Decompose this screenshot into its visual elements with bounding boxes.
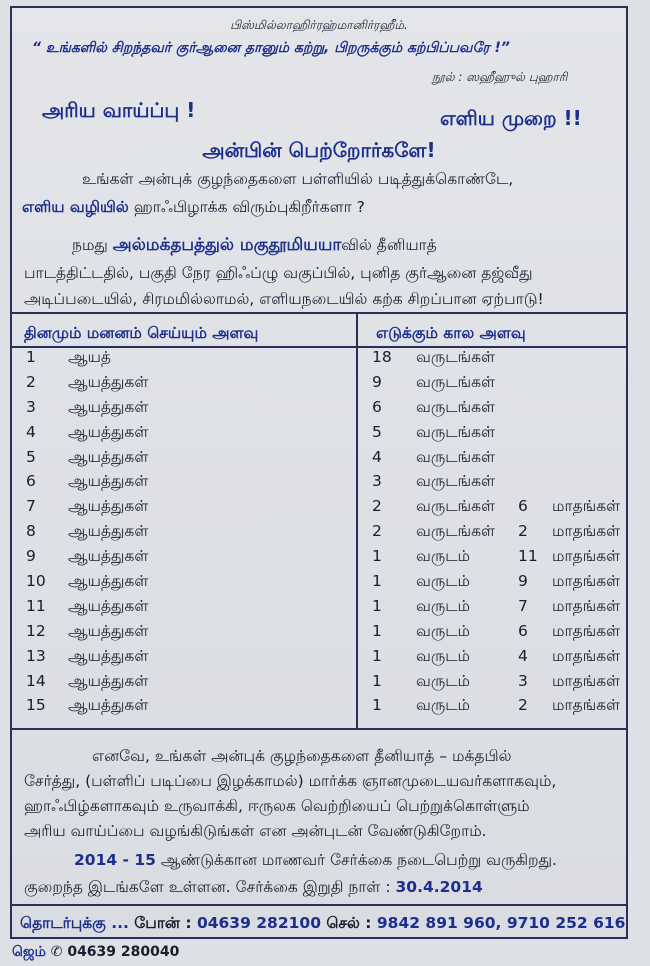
intro-line-3 <box>72 232 437 258</box>
table-row <box>12 398 626 423</box>
table-row <box>12 597 626 622</box>
years-label: வருடங்கள் <box>416 372 496 391</box>
years-label: வருடம் <box>416 596 471 615</box>
contact-line <box>20 914 625 934</box>
years-value: 2 <box>372 522 382 541</box>
table-row <box>12 348 626 373</box>
table-row <box>12 448 626 473</box>
ayat-unit: ஆயத்துகள் <box>68 547 149 566</box>
table-row <box>12 522 626 547</box>
years-value: 1 <box>372 646 382 665</box>
maktab-name: அல்மக்தபத்துல் மகுதூமியயா <box>112 235 342 255</box>
years-value: 1 <box>372 621 382 640</box>
years-label: வருடம் <box>416 671 471 690</box>
intro-line-1: உங்கள் அன்புக் குழந்தைகளை பள்ளியில் படித்துக்கொண்டே, <box>82 170 514 188</box>
months-label: மாதங்கள் <box>552 522 621 541</box>
months-label: மாதங்கள் <box>552 671 621 690</box>
months-label: மாதங்கள் <box>552 696 621 715</box>
table-row <box>12 373 626 398</box>
years-label: வருடங்கள் <box>416 497 496 516</box>
ayat-count: 14 <box>26 671 46 690</box>
ayat-unit: ஆயத்துகள் <box>68 497 149 516</box>
ayat-count: 4 <box>26 422 36 441</box>
admission-year: 2014 - 15 <box>74 851 156 869</box>
ayat-unit: ஆயத்துகள் <box>68 646 149 665</box>
ayat-unit: ஆயத்துகள் <box>68 572 149 591</box>
closing-line-3: ஹாஃபிழ்களாகவும் உருவாக்கி, ஈருலக வெற்றியைப் பெற்றுக்கொள்ளும் <box>24 797 530 815</box>
hadith-quote: “ உங்களில் சிறந்தவர் குர்ஆனை தானும் கற்று, பிறருக்கும் கற்பிப்பவரே !” <box>32 40 510 56</box>
years-label: வருடம் <box>416 572 471 591</box>
years-label: வருடம் <box>416 547 471 566</box>
hadith-source: நூல் : ஸஹீஹுல் புஹாரி <box>432 70 568 84</box>
years-label: வருடங்கள் <box>416 348 496 366</box>
intro-line-5: அடிப்படையில், சிரமமில்லாமல், எளியநடையில் கற்க சிறப்பான ஏற்பாடு! <box>24 290 544 308</box>
months-value: 9 <box>518 572 528 591</box>
ayat-unit: ஆயத்துகள் <box>68 671 149 690</box>
closing-line-1: எனவே, உங்கள் அன்புக் குழந்தைகளை தீனியாத் – மக்தபில் <box>92 747 512 765</box>
years-value: 1 <box>372 696 382 715</box>
contact-label: தொடர்புக்கு ... <box>20 914 129 932</box>
months-value: 2 <box>518 696 528 715</box>
closing-line-4: அரிய வாய்ப்பை வழங்கிடுங்கள் என அன்புடன் வேண்டுகிறோம். <box>24 822 487 840</box>
table-row <box>12 622 626 647</box>
phone-label: போன் : <box>128 914 197 932</box>
ayat-unit: ஆயத் <box>68 348 111 366</box>
table-header-duration: எடுக்கும் கால அளவு <box>376 324 526 342</box>
months-label: மாதங்கள் <box>552 646 621 665</box>
printer-phone: 04639 280040 <box>62 944 180 960</box>
cell-numbers[interactable]: 9842 891 960, 9710 252 616 <box>376 914 626 932</box>
table-row <box>12 647 626 672</box>
years-label: வருடங்கள் <box>416 522 496 541</box>
years-label: வருடம் <box>416 621 471 640</box>
schedule-table-rows <box>12 348 626 721</box>
years-value: 2 <box>372 497 382 516</box>
ayat-unit: ஆயத்துகள் <box>68 422 149 441</box>
easy-method-heading: எளிய முறை !! <box>440 106 582 130</box>
ayat-count: 1 <box>26 348 36 366</box>
ayat-count: 7 <box>26 497 36 516</box>
ayat-count: 12 <box>26 621 46 640</box>
months-label: மாதங்கள் <box>552 621 621 640</box>
months-value: 11 <box>518 547 538 566</box>
ayat-count: 9 <box>26 547 36 566</box>
ayat-count: 8 <box>26 522 36 541</box>
years-label: வருடம் <box>416 696 471 715</box>
table-row <box>12 696 626 721</box>
table-row <box>12 547 626 572</box>
ayat-count: 2 <box>26 372 36 391</box>
years-value: 1 <box>372 547 382 566</box>
admission-seats-text: குறைந்த இடங்களே உள்ளன. சேர்க்கை இறுதி நாள் : <box>24 878 396 896</box>
printer-name: ஜெம் <box>12 944 46 960</box>
months-value: 6 <box>518 621 528 640</box>
intro-hifz-question: ஹாஃபிழாக்க விரும்புகிறீர்களா ? <box>128 198 365 216</box>
years-value: 1 <box>372 596 382 615</box>
admission-line-2 <box>24 878 483 898</box>
years-value: 5 <box>372 422 382 441</box>
greeting-heading: அன்பின் பெற்றோர்களே! <box>202 138 436 162</box>
ayat-unit: ஆயத்துகள் <box>68 596 149 615</box>
ayat-unit: ஆயத்துகள் <box>68 621 149 640</box>
intro-line-4: பாடத்திட்டதில், பகுதி நேர ஹிஃப்ழு வகுப்பில், புனித குர்ஆனை தஜ்வீது <box>24 264 533 282</box>
ayat-count: 3 <box>26 397 36 416</box>
ayat-unit: ஆயத்துகள் <box>68 447 149 466</box>
years-label: வருடங்கள் <box>416 472 496 491</box>
table-bottom-border <box>12 728 626 730</box>
cell-label: செல் : <box>320 914 377 932</box>
closing-line-2: சேர்த்து, (பள்ளிப் படிப்பை இழக்காமல்) மார்க்க ஞானமுடையவர்களாகவும், <box>24 772 557 790</box>
phone-icon: ✆ <box>50 944 63 960</box>
table-row <box>12 572 626 597</box>
years-value: 1 <box>372 572 382 591</box>
ayat-unit: ஆயத்துகள் <box>68 472 149 491</box>
intro-our: நமது <box>72 236 113 254</box>
table-row <box>12 472 626 497</box>
ayat-count: 11 <box>26 596 46 615</box>
intro-line-2 <box>22 194 365 220</box>
phone-number[interactable]: 04639 282100 <box>196 914 321 932</box>
months-value: 6 <box>518 497 528 516</box>
ayat-count: 5 <box>26 447 36 466</box>
admission-open-text: ஆண்டுக்கான மாணவர் சேர்க்கை நடைபெற்று வருகிறது. <box>155 851 557 869</box>
table-row <box>12 672 626 697</box>
years-label: வருடங்கள் <box>416 447 496 466</box>
ayat-unit: ஆயத்துகள் <box>68 372 149 391</box>
years-value: 18 <box>372 348 392 366</box>
intro-easy-way: எளிய வழியில் <box>22 198 129 216</box>
table-row <box>12 497 626 522</box>
ayat-unit: ஆயத்துகள் <box>68 696 149 715</box>
table-row <box>12 423 626 448</box>
months-value: 2 <box>518 522 528 541</box>
admission-last-date: 30.4.2014 <box>395 878 483 896</box>
ayat-count: 10 <box>26 572 46 591</box>
years-value: 3 <box>372 472 382 491</box>
flyer-sheet <box>10 6 628 939</box>
admission-line-1 <box>74 851 557 871</box>
ayat-unit: ஆயத்துகள் <box>68 397 149 416</box>
months-value: 7 <box>518 596 528 615</box>
table-top-border <box>12 312 626 314</box>
months-value: 4 <box>518 646 528 665</box>
ayat-count: 15 <box>26 696 46 715</box>
years-label: வருடங்கள் <box>416 422 496 441</box>
table-header-daily-memorization: தினமும் மனனம் செய்யும் அளவு <box>24 324 259 342</box>
months-value: 3 <box>518 671 528 690</box>
years-value: 6 <box>372 397 382 416</box>
ayat-count: 13 <box>26 646 46 665</box>
bismillah-line: பிஸ்மில்லாஹிர்ரஹ்மானிர்ரஹீம். <box>230 18 408 32</box>
years-label: வருடங்கள் <box>416 397 496 416</box>
months-label: மாதங்கள் <box>552 497 621 516</box>
months-label: மாதங்கள் <box>552 572 621 591</box>
ayat-count: 6 <box>26 472 36 491</box>
years-value: 1 <box>372 671 382 690</box>
months-label: மாதங்கள் <box>552 596 621 615</box>
printer-footer <box>12 944 179 962</box>
intro-deeniyat: வில் தீனியாத் <box>341 236 437 254</box>
years-value: 9 <box>372 372 382 391</box>
years-label: வருடம் <box>416 646 471 665</box>
years-value: 4 <box>372 447 382 466</box>
ayat-unit: ஆயத்துகள் <box>68 522 149 541</box>
months-label: மாதங்கள் <box>552 547 621 566</box>
rare-opportunity-heading: அரிய வாய்ப்பு ! <box>42 98 196 122</box>
contact-divider <box>12 904 626 906</box>
